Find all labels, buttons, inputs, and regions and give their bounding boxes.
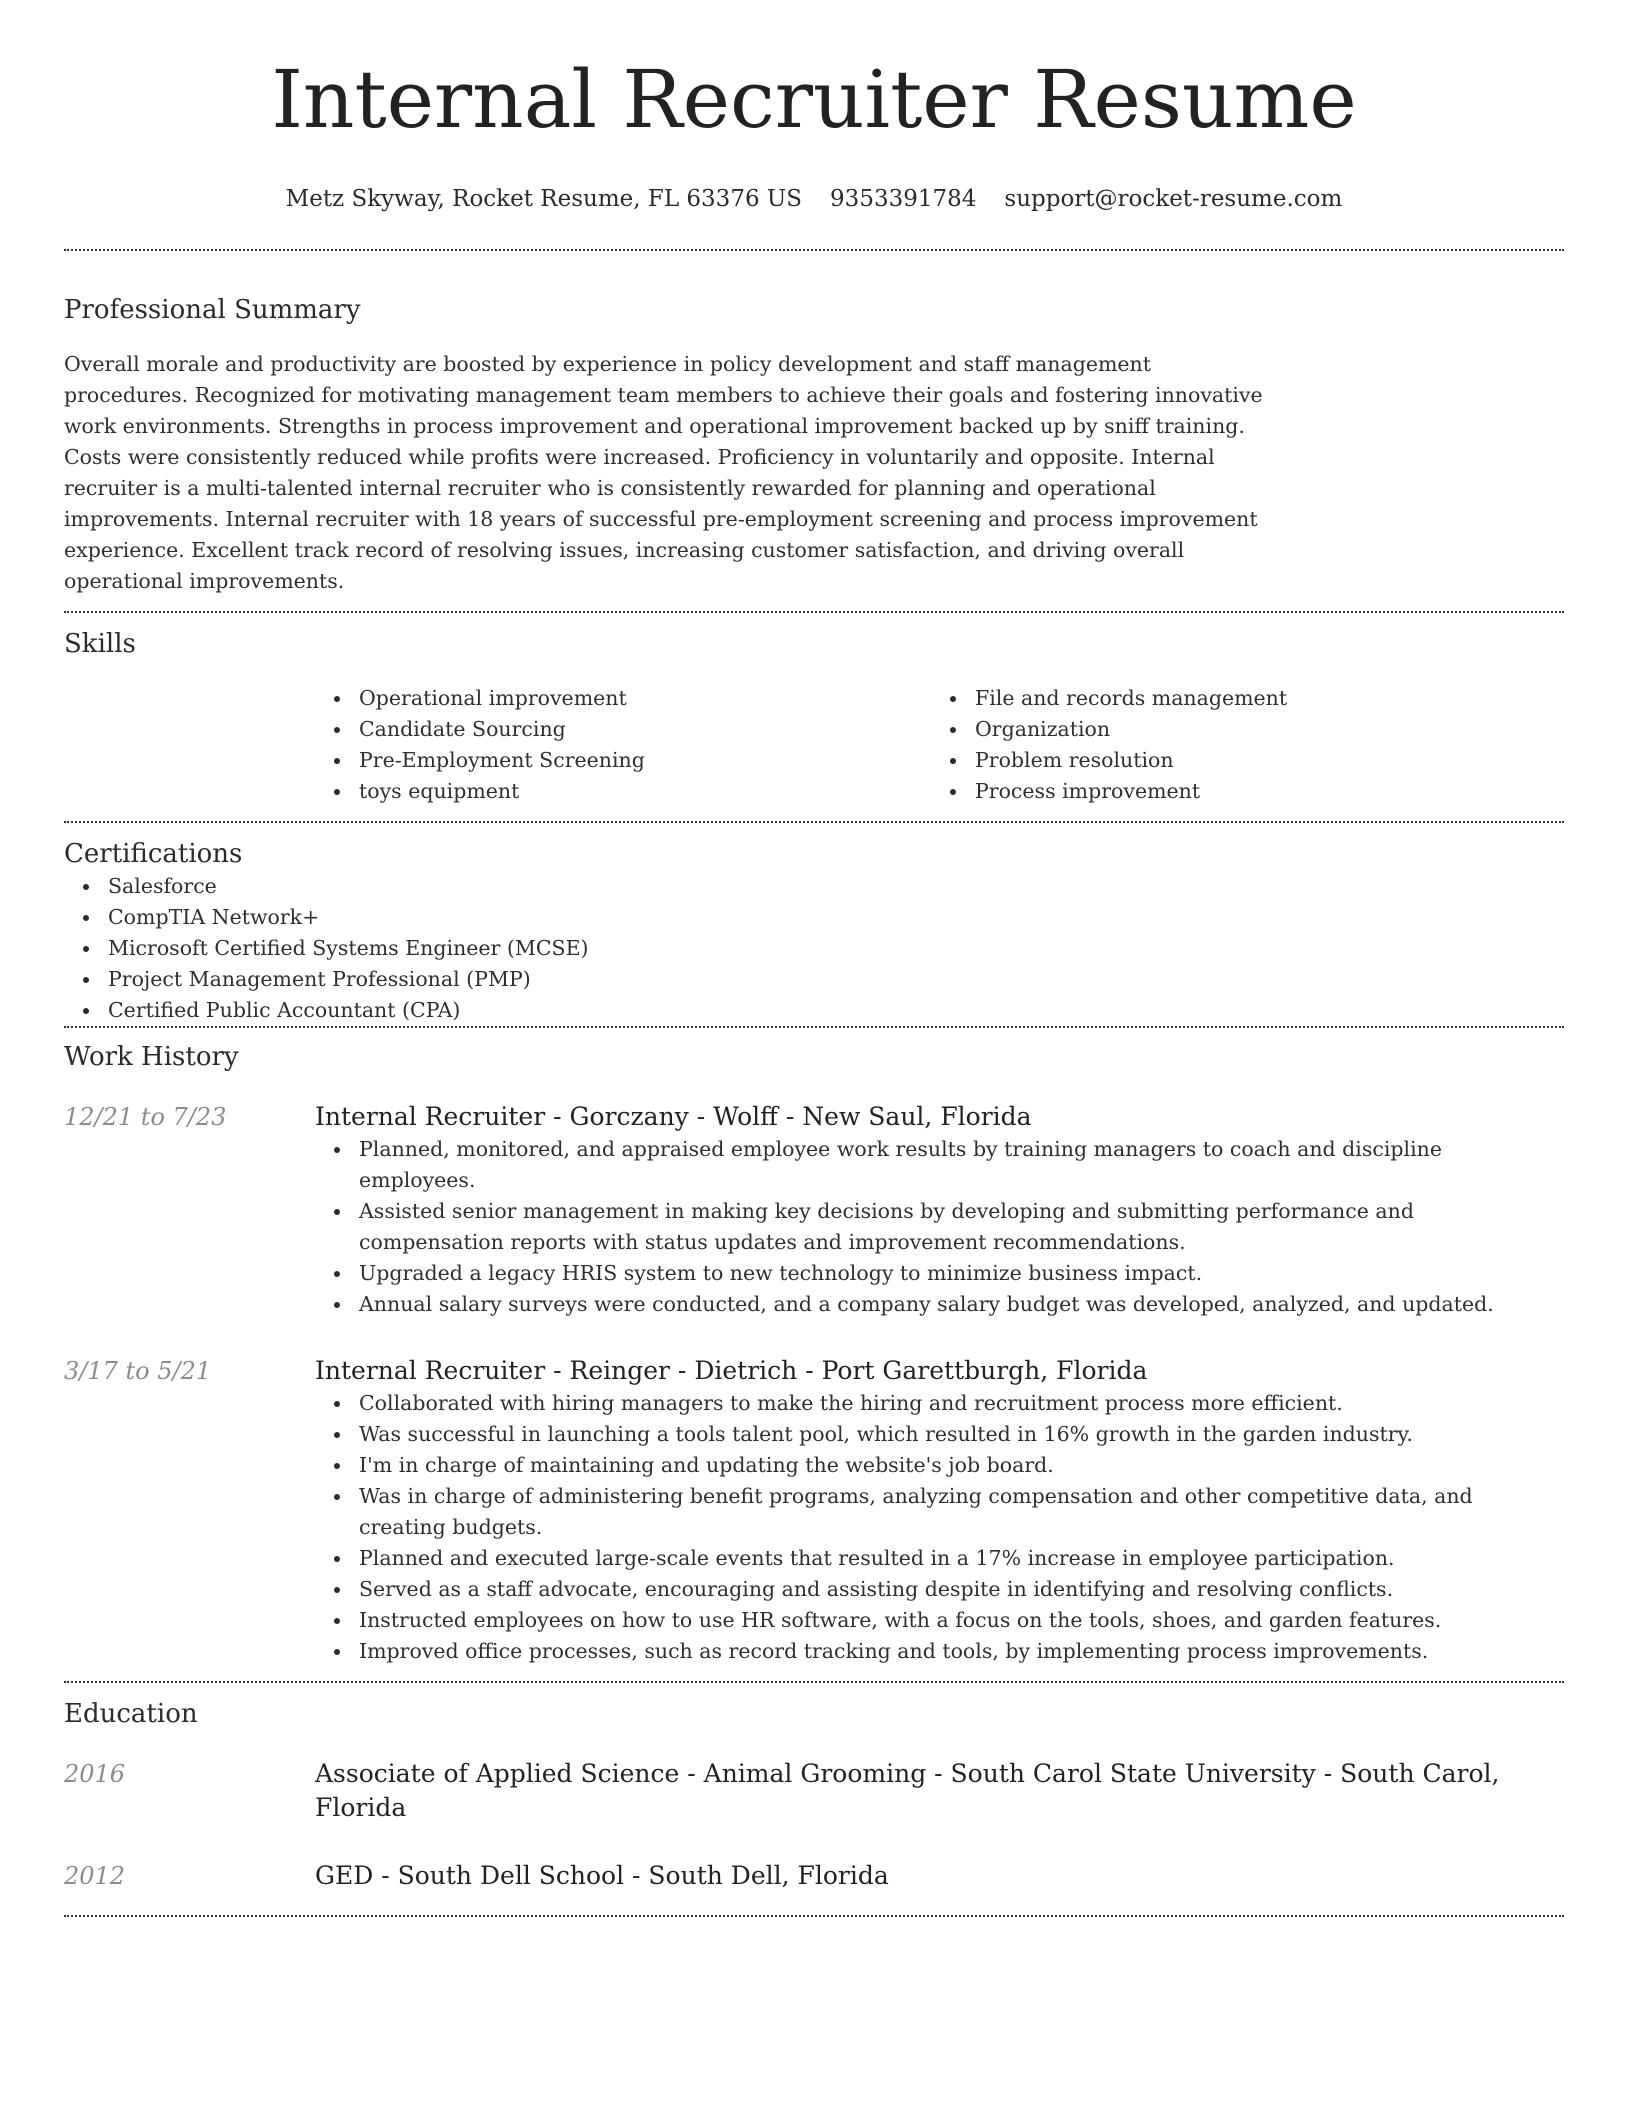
summary-section xyxy=(64,251,1564,611)
list-item: Problem resolution xyxy=(931,745,1547,776)
section-title-summary: Professional Summary xyxy=(64,295,361,325)
certifications-list xyxy=(64,871,1564,1026)
list-item: Was in charge of administering benefit programs, analyzing compensation and other competitive data, and creating budgets. xyxy=(315,1481,1515,1543)
skills-grid xyxy=(315,661,1564,821)
resume-title: Internal Recruiter Resume xyxy=(271,53,1357,146)
list-item: Upgraded a legacy HRIS system to new technology to minimize business impact. xyxy=(315,1258,1515,1289)
list-item: Collaborated with hiring managers to make the hiring and recruitment process more efficient. xyxy=(315,1388,1515,1419)
contact-email: support@rocket-resume.com xyxy=(1004,186,1343,212)
skills-column-left xyxy=(315,683,931,807)
list-item: Was successful in launching a tools talent pool, which resulted in 16% growth in the garden industry. xyxy=(315,1419,1515,1450)
education-entry xyxy=(64,1757,1564,1825)
list-item: Planned and executed large-scale events that resulted in a 17% increase in employee participation. xyxy=(315,1543,1515,1574)
job-date: 12/21 to 7/23 xyxy=(64,1103,227,1131)
contact-phone: 9353391784 xyxy=(830,186,977,212)
job-entry xyxy=(64,1354,1564,1667)
divider xyxy=(64,1915,1564,1917)
education-heading: Associate of Applied Science - Animal Grooming - South Carol State University - South Carol, Florida xyxy=(315,1759,1500,1822)
list-item: CompTIA Network+ xyxy=(64,902,1564,933)
skills-column-right xyxy=(931,683,1547,807)
work-section xyxy=(64,1028,1564,1681)
section-title-skills: Skills xyxy=(64,629,136,659)
job-bullets xyxy=(315,1388,1515,1667)
list-item: Organization xyxy=(931,714,1547,745)
list-item: Process improvement xyxy=(931,776,1547,807)
list-item: Certified Public Accountant (CPA) xyxy=(64,995,1564,1026)
list-item: Operational improvement xyxy=(315,683,931,714)
education-date: 2016 xyxy=(64,1760,126,1788)
job-heading: Internal Recruiter - Gorczany - Wolff - New Saul, Florida xyxy=(315,1102,1032,1131)
section-title-work: Work History xyxy=(64,1042,239,1072)
job-entry xyxy=(64,1100,1564,1320)
list-item: Microsoft Certified Systems Engineer (MCSE) xyxy=(64,933,1564,964)
list-item: Project Management Professional (PMP) xyxy=(64,964,1564,995)
skills-section xyxy=(64,613,1564,821)
list-item: Improved office processes, such as record tracking and tools, by implementing process improvements. xyxy=(315,1636,1515,1667)
education-heading: GED - South Dell School - South Dell, Florida xyxy=(315,1861,889,1890)
list-item: Candidate Sourcing xyxy=(315,714,931,745)
list-item: Served as a staff advocate, encouraging and assisting despite in identifying and resolving conflicts. xyxy=(315,1574,1515,1605)
list-item: File and records management xyxy=(931,683,1547,714)
list-item: Annual salary surveys were conducted, and a company salary budget was developed, analyzed, and updated. xyxy=(315,1289,1515,1320)
list-item: Instructed employees on how to use HR software, with a focus on the tools, shoes, and garden features. xyxy=(315,1605,1515,1636)
section-title-education: Education xyxy=(64,1699,198,1729)
education-entry xyxy=(64,1859,1564,1893)
contact-address: Metz Skyway, Rocket Resume, FL 63376 US xyxy=(285,186,803,212)
job-date: 3/17 to 5/21 xyxy=(64,1357,212,1385)
certifications-section xyxy=(64,823,1564,1026)
list-item: toys equipment xyxy=(315,776,931,807)
list-item: Assisted senior management in making key decisions by developing and submitting performance and compensation reports with status updates and improvement recommendations. xyxy=(315,1196,1515,1258)
contact-line xyxy=(64,184,1564,214)
section-title-certifications: Certifications xyxy=(64,839,243,869)
education-date: 2012 xyxy=(64,1862,126,1890)
summary-text: Overall morale and productivity are boosted by experience in policy development and staff management procedures. Recognized for motivating management team members to achieve their goals and fostering innovative work environments. Strengths in process improvement and operational improvement backed up by sniff training. Costs were consistently reduced while profits were increased. Proficiency in voluntarily and opposite. Internal recruiter is a multi-talented internal recruiter who is consistently rewarded for planning and operational improvements. Internal recruiter with 18 years of successful pre-employment screening and process improvement experience. Excellent track record of resolving issues, increasing customer satisfaction, and driving overall operational improvements. xyxy=(64,352,1263,593)
education-section xyxy=(64,1683,1564,1915)
list-item: Salesforce xyxy=(64,871,1564,902)
job-bullets xyxy=(315,1134,1515,1320)
list-item: Pre-Employment Screening xyxy=(315,745,931,776)
list-item: Planned, monitored, and appraised employee work results by training managers to coach and discipline employees. xyxy=(315,1134,1515,1196)
list-item: I'm in charge of maintaining and updating the website's job board. xyxy=(315,1450,1515,1481)
job-heading: Internal Recruiter - Reinger - Dietrich - Port Garettburgh, Florida xyxy=(315,1356,1148,1385)
